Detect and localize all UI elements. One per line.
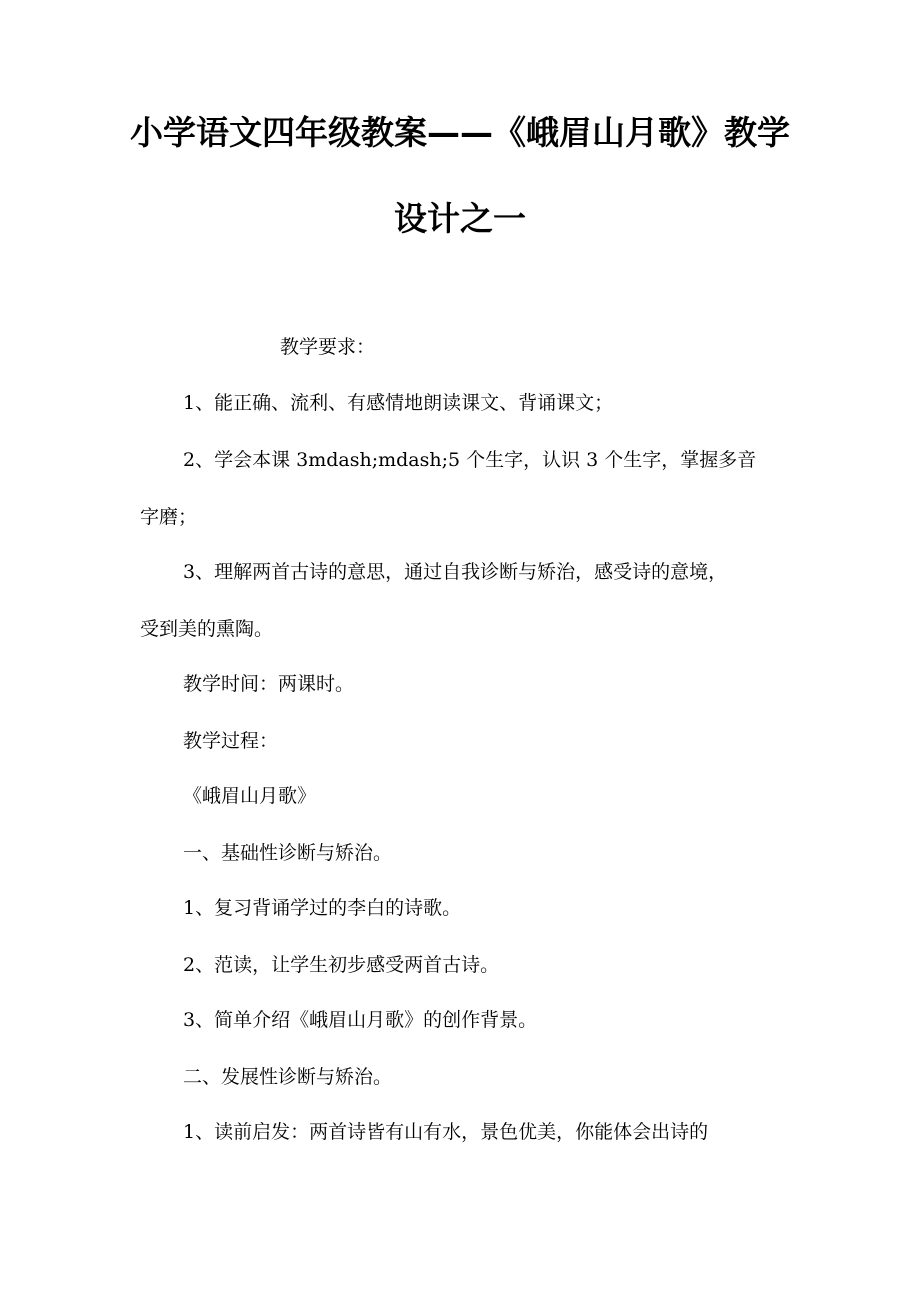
section-heading-teaching-requirements: 教学要求： [280,336,376,358]
paragraph-step-1-3: 3、简单介绍《峨眉山月歌》的创作背景。 [183,1009,538,1031]
paragraph-requirement-2-cont: 字磨； [140,506,198,528]
paragraph-requirement-1: 1、能正确、流利、有感情地朗读课文、背诵课文； [183,392,614,414]
paragraph-step-1-1: 1、复习背诵学过的李白的诗歌。 [183,897,462,919]
paragraph-step-1-2: 2、范读，让学生初步感受两首古诗。 [183,954,500,976]
document-title-line-2: 设计之一 [394,199,526,238]
paragraph-step-2-1: 1、读前启发：两首诗皆有山有水，景色优美，你能体会出诗的 [183,1121,709,1143]
paragraph-teaching-time: 教学时间：两课时。 [183,673,355,695]
paragraph-section-1: 一、基础性诊断与矫治。 [183,842,393,864]
paragraph-poem-title: 《峨眉山月歌》 [183,785,317,807]
paragraph-requirement-3-cont: 受到美的熏陶。 [140,618,274,640]
paragraph-section-2: 二、发展性诊断与矫治。 [183,1066,393,1088]
paragraph-teaching-process: 教学过程： [183,730,279,752]
paragraph-requirement-2: 2、学会本课 3mdash;mdash;5 个生字，认识 3 个生字，掌握多音 [183,449,757,471]
document-title-line-1: 小学语文四年级教案——《峨眉山月歌》教学 [130,113,790,152]
paragraph-requirement-3: 3、理解两首古诗的意思，通过自我诊断与矫治，感受诗的意境， [183,561,728,583]
